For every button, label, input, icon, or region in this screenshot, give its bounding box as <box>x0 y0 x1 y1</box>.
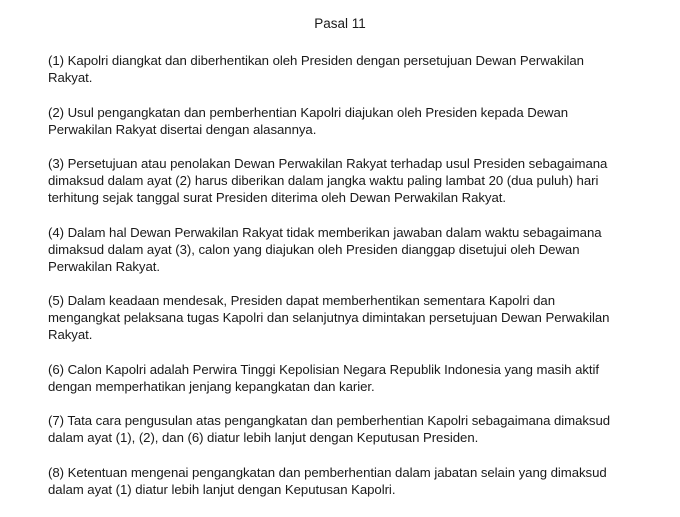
clause-list <box>48 52 658 515</box>
clause-line: (6) Calon Kapolri adalah Perwira Tinggi Kepolisian Negara Republik Indonesia yang masih aktif <box>48 361 600 377</box>
clause-line: mengangkat pelaksana tugas Kapolri dan selanjutnya dimintakan persetujuan Dewan Perwakilan <box>48 310 610 325</box>
clause-line: dalam ayat (1), (2), dan (6) diatur lebih lanjut dengan Keputusan Presiden. <box>48 430 479 445</box>
clause-line: Rakyat. <box>48 70 93 85</box>
clause-line: (4) Dalam hal Dewan Perwakilan Rakyat tidak memberikan jawaban dalam waktu sebagaimana <box>48 224 602 240</box>
clause-line: (3) Persetujuan atau penolakan Dewan Perwakilan Rakyat terhadap usul Presiden sebagaimana <box>48 156 608 171</box>
clause-line: (5) Dalam keadaan mendesak, Presiden dapat memberhentikan sementara Kapolri dan <box>48 293 555 308</box>
clause-line: (7) Tata cara pengusulan atas pengangkatan dan pemberhentian Kapolri sebagaimana dimaksud <box>48 413 611 428</box>
clause-6 <box>48 361 658 395</box>
clause-2 <box>48 104 658 138</box>
page-title: Pasal 11 <box>314 16 366 31</box>
clause-8 <box>48 464 658 498</box>
clause-1 <box>48 52 658 86</box>
clause-3 <box>48 155 658 206</box>
clause-line: dimaksud dalam ayat (3), calon yang diajukan oleh Presiden dianggap disetujui oleh Dewan <box>48 241 580 257</box>
clause-5 <box>48 292 658 343</box>
clause-7 <box>48 412 658 446</box>
clause-line: (8) Ketentuan mengenai pengangkatan dan pemberhentian dalam jabatan selain yang dimaksud <box>48 464 607 480</box>
clause-line: dalam ayat (1) diatur lebih lanjut dengan Keputusan Kapolri. <box>48 481 396 497</box>
clause-line: (1) Kapolri diangkat dan diberhentikan oleh Presiden dengan persetujuan Dewan Perwakilan <box>48 53 584 68</box>
clause-line: dimaksud dalam ayat (2) harus diberikan dalam jangka waktu paling lambat 20 (dua puluh) hari <box>48 173 599 188</box>
clause-line: terhitung sejak tanggal surat Presiden diterima oleh Dewan Perwakilan Rakyat. <box>48 190 506 205</box>
clause-4 <box>48 224 658 275</box>
clause-line: Perwakilan Rakyat. <box>48 258 160 274</box>
clause-line: Perwakilan Rakyat disertai dengan alasannya. <box>48 121 317 137</box>
clause-line: dengan memperhatikan jenjang kepangkatan dan karier. <box>48 378 375 394</box>
clause-line: (2) Usul pengangkatan dan pemberhentian Kapolri diajukan oleh Presiden kepada Dewan <box>48 104 569 120</box>
clause-line: Rakyat. <box>48 327 93 342</box>
